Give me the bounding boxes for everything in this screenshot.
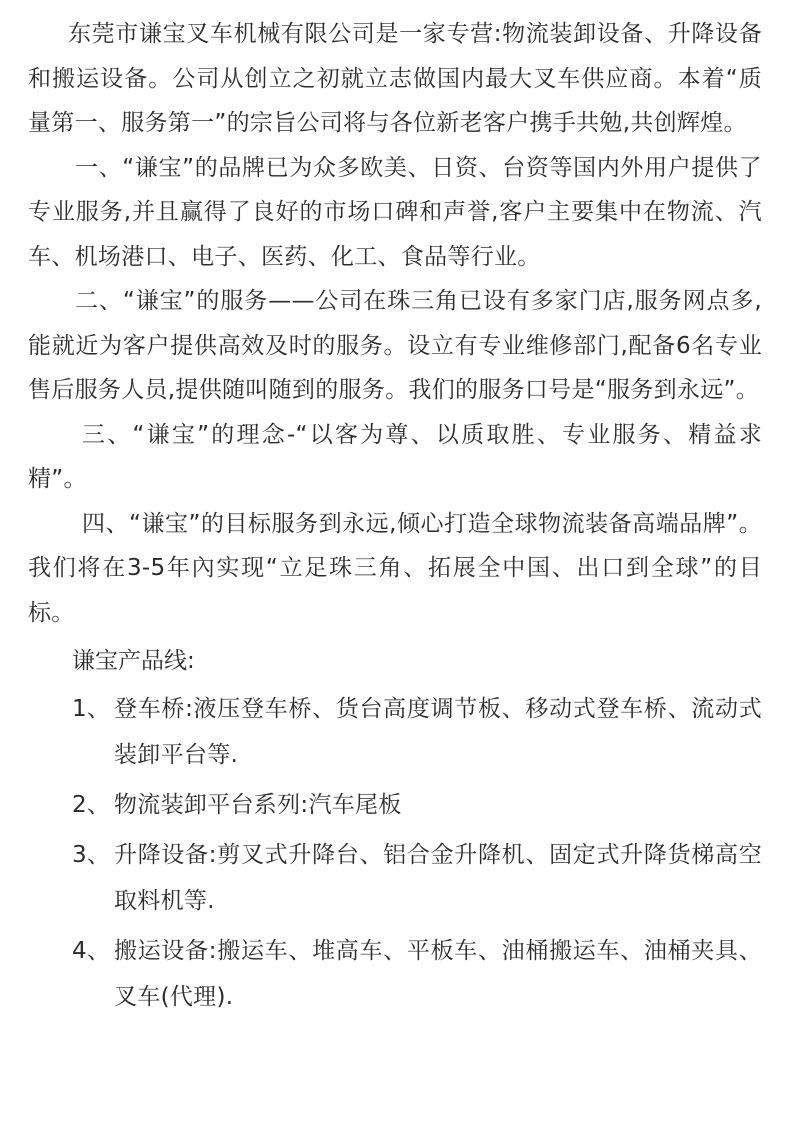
list-item: [28, 686, 762, 778]
list-item-text: 物流装卸平台系列:汽车尾板: [114, 791, 402, 818]
list-item: [28, 832, 762, 924]
list-item-number: 4、: [72, 937, 111, 964]
list-item-text: 升降设备:剪叉式升降台、铝合金升降机、固定式升降货梯高空取料机等.: [114, 841, 762, 914]
list-item-number: 2、: [72, 791, 111, 818]
list-item: [28, 782, 762, 828]
list-item-number: 3、: [72, 841, 111, 868]
point-brand-paragraph: 一、“谦宝”的品牌已为众多欧美、日资、台资等国内外用户提供了专业服务,并且赢得了良好的市场口碑和声誉,客户主要集中在物流、汽车、机场港口、电子、医药、化工、食品等行业。: [28, 154, 762, 270]
point-philosophy-paragraph: 三、“谦宝”的理念-“以客为尊、以质取胜、专业服务、精益求精”。: [28, 421, 762, 492]
product-line-heading: 谦宝产品线:: [72, 648, 195, 674]
product-list: [28, 686, 762, 1020]
point-goal-paragraph: 四、“谦宝”的目标服务到永远,倾心打造全球物流装备高端品牌”。我们将在3-5年內实现“立足珠三角、拓展全中国、出口到全球”的目标。: [28, 510, 762, 626]
intro-paragraph: 东莞市谦宝叉车机械有限公司是一家专营:物流装卸设备、升降设备和搬运设备。公司从创立之初就立志做国内最大叉车供应商。本着“质量第一、服务第一”的宗旨公司将与各位新老客户携手共勉,共创辉煌。: [28, 21, 762, 136]
list-item-text: 登车桥:液压登车桥、货台高度调节板、移动式登车桥、流动式装卸平台等.: [114, 695, 762, 768]
list-item-text: 搬运设备:搬运车、堆高车、平板车、油桶搬运车、油桶夹具、叉车(代理).: [114, 937, 762, 1010]
list-item: [28, 928, 762, 1020]
point-service-paragraph: 二、“谦宝”的服务——公司在珠三角已设有多家门店,服务网点多,能就近为客户提供高效及时的服务。设立有专业维修部门,配备6名专业售后服务人员,提供随叫随到的服务。我们的服务口号是“服务到永远”。: [28, 288, 762, 403]
list-item-number: 1、: [72, 695, 111, 722]
